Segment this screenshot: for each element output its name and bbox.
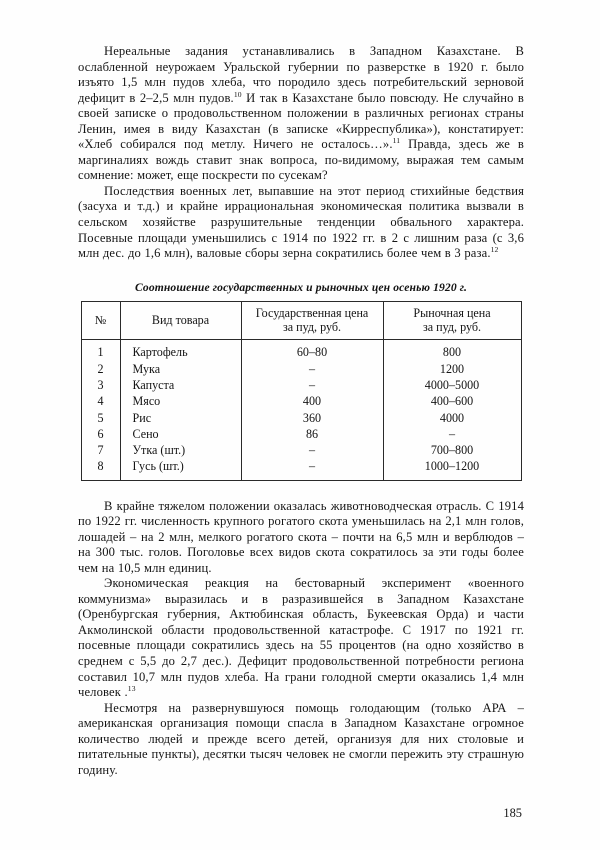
cell-state-price: 86 <box>241 426 383 442</box>
paragraph-2 <box>78 184 524 262</box>
table-head <box>81 301 521 340</box>
cell-market-price: 1200 <box>383 361 521 377</box>
paragraph-3 <box>78 499 524 577</box>
paragraph-5 <box>78 701 524 779</box>
cell-state-price: 360 <box>241 410 383 426</box>
cell-market-price: 700–800 <box>383 443 521 459</box>
paragraph-1 <box>78 44 524 184</box>
table-caption: Соотношение государственных и рыночных цен осенью 1920 г. <box>134 280 468 294</box>
page-content <box>78 44 524 778</box>
cell-number: 4 <box>81 394 120 410</box>
header-state-price-line1: Государственная цена <box>255 305 369 320</box>
footnote-ref-11: 11 <box>392 136 401 146</box>
paragraph-4 <box>78 576 524 700</box>
cell-number: 7 <box>81 443 120 459</box>
footnote-ref-10: 10 <box>233 89 242 99</box>
cell-state-price: 400 <box>241 394 383 410</box>
cell-good: Мясо <box>120 394 241 410</box>
cell-number: 1 <box>81 340 120 361</box>
header-state-price <box>241 301 383 340</box>
header-state-price-line2: за пуд, руб. <box>282 320 342 335</box>
table-row <box>81 410 521 426</box>
cell-state-price: 60–80 <box>241 340 383 361</box>
cell-state-price: – <box>241 377 383 393</box>
paragraph-5-text: Несмотря на развернувшуюся помощь голодающим (только АРА – американская организация помощи спасла в Западном Казахстане огромное количество людей и прежде всего детей, организуя для них столовые и питательные пункты), десятки тысяч человек не смогли пережить эту страшную годину. <box>78 700 524 777</box>
cell-state-price: – <box>241 443 383 459</box>
cell-market-price: 4000–5000 <box>383 377 521 393</box>
table-row <box>81 361 521 377</box>
header-goods: Вид товара <box>120 301 241 340</box>
cell-number: 2 <box>81 361 120 377</box>
cell-market-price: – <box>383 426 521 442</box>
header-market-price-line1: Рыночная цена <box>413 305 491 320</box>
table-row <box>81 394 521 410</box>
paragraph-4-text: Экономическая реакция на бестоварный эксперимент «военного коммунизма» выразилась и в разразившейся в Западном Казахстане (Оренбургская губерния, Актюбинская область, Букеевская Орда) и части Акмолинской области продовольственной катастрофе. С 1917 по 1921 гг. посевные площади сократились здесь на 55 процентов (на одно хозяйство в среднем с 5,5 до 2,7 дес.). Дефицит продовольственной потребности региона составил 10,7 млн пудов хлеба. На грани голодной смерти оказались 1,4 млн человек . <box>78 576 524 700</box>
table-row <box>81 377 521 393</box>
cell-number: 6 <box>81 426 120 442</box>
cell-number: 3 <box>81 377 120 393</box>
cell-number: 5 <box>81 410 120 426</box>
table-row <box>81 340 521 361</box>
price-table <box>81 301 522 481</box>
paragraph-1-text-part-2: И так в Казахстане было повсюду. Не случайно в своей записке о продовольственном положении в различных регионах страны Ленин, имея в виду Казахстан (в записке «Кирреспублика»), констатирует: «Хлеб собирался под метлу. Ничего не осталось…». <box>78 90 524 152</box>
page-number: 185 <box>503 806 522 820</box>
cell-market-price: 1000–1200 <box>383 459 521 480</box>
table-body <box>81 340 521 480</box>
cell-market-price: 400–600 <box>383 394 521 410</box>
header-market-price-line2: за пуд, руб. <box>422 320 482 335</box>
cell-good: Рис <box>120 410 241 426</box>
cell-good: Утка (шт.) <box>120 443 241 459</box>
cell-good: Капуста <box>120 377 241 393</box>
paragraph-3-text: В крайне тяжелом положении оказалась животноводческая отрасль. С 1914 по 1922 гг. численность крупного рогатого скота уменьшилась на 2,1 млн голов, лошадей – на 2 млн, мелкого рогатого скота – почти на 6,5 млн и верблюдов – на 300 тыс. голов. Поголовье всех видов скота сократилось за эти годы более чем на 10,5 млн единиц. <box>78 498 524 575</box>
table-row <box>81 459 521 480</box>
cell-good: Гусь (шт.) <box>120 459 241 480</box>
header-market-price <box>383 301 521 340</box>
cell-good: Мука <box>120 361 241 377</box>
header-number: № <box>81 301 120 340</box>
cell-number: 8 <box>81 459 120 480</box>
paragraph-1-text-part-3: Правда, здесь же в маргиналиях вождь ставит знак вопроса, по-видимому, выражая тем самым сомнение: может, еще поскрести по сусекам? <box>78 137 524 183</box>
table-row <box>81 426 521 442</box>
paragraph-2-text-part-1: Последствия военных лет, выпавшие на этот период стихийные бедствия (засуха и т.д.) и крайне иррациональная экономическая политика вызвали в сельском хозяйстве разрушительные тенденции обвального характера. Посевные площади уменьшились с 1914 по 1922 гг. в 2 с лишним раза (с 3,6 млн дес. до 1,6 млн), валовые сборы зерна сократились более чем в 3 раза. <box>78 183 524 261</box>
cell-state-price: – <box>241 361 383 377</box>
footnote-ref-13: 13 <box>127 683 136 693</box>
cell-market-price: 4000 <box>383 410 521 426</box>
cell-good: Сено <box>120 426 241 442</box>
paragraph-1-text-part-1: Нереальные задания устанавливались в Западном Казахстане. В ослабленной неурожаем Уральской губернии по разверстке в 1920 г. было изъято 1,5 млн пудов хлеба, что породило здесь потребительский зерновой дефицит в 2–2,5 млн пудов. <box>78 44 524 105</box>
table-row <box>81 443 521 459</box>
table-header-row <box>81 301 521 340</box>
cell-market-price: 800 <box>383 340 521 361</box>
cell-state-price: – <box>241 459 383 480</box>
price-table-block <box>78 281 524 481</box>
footnote-ref-12: 12 <box>490 244 499 254</box>
cell-good: Картофель <box>120 340 241 361</box>
